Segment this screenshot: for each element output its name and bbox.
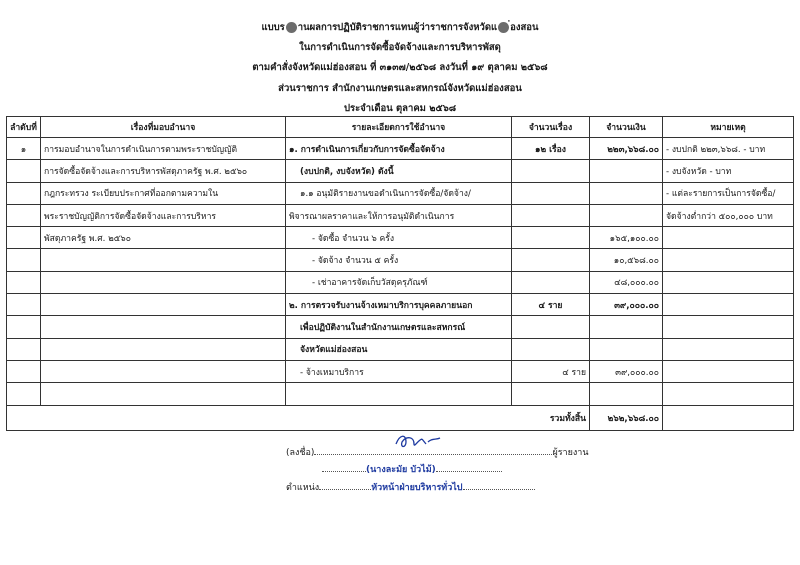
cell-detail: ๑. การดำเนินการเกี่ยวกับการจัดซื้อจัดจ้าง [286, 138, 512, 160]
signer-name-line [322, 462, 502, 476]
cell-remark [663, 249, 794, 271]
cell-count [512, 338, 590, 360]
cell-count [512, 383, 590, 405]
cell-detail: - จัดจ้าง จำนวน ๕ ครั้ง [286, 249, 512, 271]
order-reference: ตามคำสั่งจังหวัดแม่ฮ่องสอน ที่ ๓๑๓๗/๒๕๖๘ ลงวันที่ ๑๙ ตุลาคม ๒๕๖๘ [252, 62, 548, 73]
cell-count [512, 204, 590, 226]
cell-remark [663, 338, 794, 360]
cell-remark: - งบจังหวัด - บาท [663, 160, 794, 182]
cell-detail: ๑.๑ อนุมัติรายงานขอดำเนินการจัดซื้อ/จัดจ้าง/ [286, 182, 512, 204]
cell-subject [41, 249, 286, 271]
table-row [7, 227, 794, 249]
report-title-line-1: แบบร านผลการปฏิบัติราชการแทนผู้ว่าราชการจังหวัดแ ่องสอน [261, 22, 539, 33]
header-remark: หมายเหตุ [663, 117, 794, 138]
cell-subject: พัสดุภาครัฐ พ.ศ. ๒๕๖๐ [41, 227, 286, 249]
cell-amount [590, 338, 663, 360]
cell-count [512, 227, 590, 249]
cell-detail: พิจารณาผลราคาและให้การอนุมัติดำเนินการ [286, 204, 512, 226]
signature-line [286, 445, 589, 459]
cell-no: ๑ [7, 138, 41, 160]
table-row [7, 383, 794, 405]
cell-remark: จัดจ้างต่ำกว่า ๕๐๐,๐๐๐ บาท [663, 204, 794, 226]
total-amount: ๒๖๒,๖๖๘.๐๐ [590, 405, 663, 430]
cell-no [7, 160, 41, 182]
header-subject: เรื่องที่มอบอำนาจ [41, 117, 286, 138]
cell-amount [590, 204, 663, 226]
cell-amount: ๓๙,๐๐๐.๐๐ [590, 294, 663, 316]
ink-blot-icon [286, 22, 297, 33]
header-no: ลำดับที่ [7, 117, 41, 138]
total-blank [7, 405, 512, 430]
cell-no [7, 204, 41, 226]
cell-count: ๔ ราย [512, 294, 590, 316]
cell-detail: (งบปกติ, งบจังหวัด) ดังนี้ [286, 160, 512, 182]
header-detail: รายละเอียดการใช้อำนาจ [286, 117, 512, 138]
cell-subject [41, 338, 286, 360]
cell-remark [663, 316, 794, 338]
cell-count: ๑๒ เรื่อง [512, 138, 590, 160]
table-row [7, 204, 794, 226]
cell-amount [590, 383, 663, 405]
cell-amount: ๒๒๓,๖๖๘.๐๐ [590, 138, 663, 160]
position-label: ตำแหน่ง [286, 483, 320, 493]
report-month: ประจำเดือน ตุลาคม ๒๕๖๘ [343, 103, 457, 114]
cell-remark: - งบปกติ ๒๒๓,๖๖๘. - บาท [663, 138, 794, 160]
cell-subject [41, 271, 286, 293]
cell-no [7, 383, 41, 405]
cell-count [512, 249, 590, 271]
cell-remark [663, 271, 794, 293]
cell-subject [41, 316, 286, 338]
table-row [7, 294, 794, 316]
cell-remark [663, 383, 794, 405]
cell-no [7, 316, 41, 338]
cell-detail [286, 383, 512, 405]
cell-no [7, 182, 41, 204]
cell-detail: - จ้างเหมาบริการ [286, 360, 512, 382]
cell-subject: กฎกระทรวง ระเบียบประกาศที่ออกตามความใน [41, 182, 286, 204]
cell-amount: ๑๐,๕๖๘.๐๐ [590, 249, 663, 271]
cell-no [7, 338, 41, 360]
delegation-report-table [6, 116, 794, 431]
table-row [7, 182, 794, 204]
report-title-line-2: ในการดำเนินการจัดซื้อจัดจ้างและการบริหารพัสดุ [299, 42, 501, 53]
cell-amount: ๓๙,๐๐๐.๐๐ [590, 360, 663, 382]
total-label: รวมทั้งสิ้น [512, 405, 590, 430]
cell-amount [590, 316, 663, 338]
cell-no [7, 271, 41, 293]
cell-no [7, 360, 41, 382]
cell-subject: พระราชบัญญัติการจัดซื้อจัดจ้างและการบริหาร [41, 204, 286, 226]
cell-count [512, 182, 590, 204]
signer-name: (นางละมัย บัวไม้) [366, 465, 436, 475]
cell-amount: ๑๖๕,๑๐๐.๐๐ [590, 227, 663, 249]
cell-detail: - จัดซื้อ จำนวน ๖ ครั้ง [286, 227, 512, 249]
table-row [7, 249, 794, 271]
total-remark-blank [663, 405, 794, 430]
cell-remark [663, 360, 794, 382]
reporter-label: ผู้รายงาน [552, 448, 589, 458]
cell-count [512, 271, 590, 293]
cell-remark: - แต่ละรายการเป็นการจัดซื้อ/ [663, 182, 794, 204]
table-row [7, 338, 794, 360]
agency-name: ส่วนราชการ สำนักงานเกษตรและสหกรณ์จังหวัดแม่ฮ่องสอน [278, 83, 522, 94]
cell-amount [590, 182, 663, 204]
position-value: หัวหน้าฝ่ายบริหารทั่วไป [371, 483, 463, 493]
cell-subject: การจัดซื้อจัดจ้างและการบริหารพัสดุภาครัฐ พ.ศ. ๒๕๖๐ [41, 160, 286, 182]
cell-count [512, 160, 590, 182]
table-header-row [7, 117, 794, 138]
table-row [7, 360, 794, 382]
table-row [7, 271, 794, 293]
cell-detail: ๒. การตรวจรับงานจ้างเหมาบริการบุคคลภายนอก [286, 294, 512, 316]
cell-detail: เพื่อปฏิบัติงานในสำนักงานเกษตรและสหกรณ์ [286, 316, 512, 338]
ink-blot-icon [498, 22, 509, 33]
position-line [286, 480, 535, 494]
cell-no [7, 294, 41, 316]
cell-subject: การมอบอำนาจในการดำเนินการตามพระราชบัญญัติ [41, 138, 286, 160]
cell-no [7, 249, 41, 271]
table-row [7, 316, 794, 338]
cell-subject [41, 294, 286, 316]
table-row [7, 160, 794, 182]
cell-count: ๔ ราย [512, 360, 590, 382]
header-count: จำนวนเรื่อง [512, 117, 590, 138]
cell-amount [590, 160, 663, 182]
cell-no [7, 227, 41, 249]
total-row [7, 405, 794, 430]
cell-amount: ๔๘,๐๐๐.๐๐ [590, 271, 663, 293]
table-row [7, 138, 794, 160]
cell-subject [41, 360, 286, 382]
header-amount: จำนวนเงิน [590, 117, 663, 138]
cell-remark [663, 294, 794, 316]
cell-remark [663, 227, 794, 249]
cell-count [512, 316, 590, 338]
cell-subject [41, 383, 286, 405]
cell-detail: - เช่าอาคารจัดเก็บวัสดุครุภัณฑ์ [286, 271, 512, 293]
cell-detail: จังหวัดแม่ฮ่องสอน [286, 338, 512, 360]
sign-label: (ลงชื่อ) [286, 448, 315, 458]
